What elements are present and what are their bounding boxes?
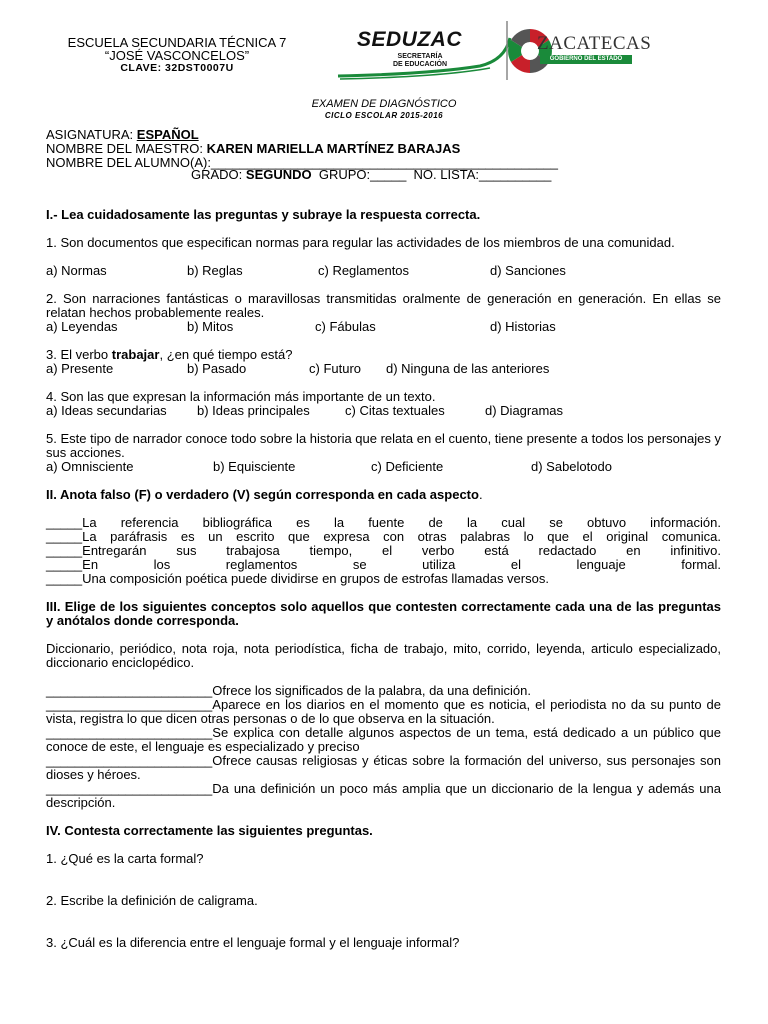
section-2-heading-period: . bbox=[478, 487, 483, 502]
school-name: ESCUELA SECUNDARIA TÉCNICA 7 bbox=[67, 35, 287, 50]
true-false-item: _____En los reglamentos se utiliza el lenguaje formal. bbox=[46, 557, 721, 572]
matching-item: _______________________Aparece en los diarios en el momento que es noticia, el periodista no da su punto de vista, registra lo que dicen otras personas o de lo que observa en la situación. bbox=[46, 697, 721, 726]
exam-cycle: CICLO ESCOLAR 2015-2016 bbox=[324, 111, 444, 120]
exam-title-block bbox=[0, 98, 768, 122]
option-c: c) Citas textuales bbox=[345, 403, 445, 418]
option-c: c) Deficiente bbox=[371, 459, 444, 474]
section-1-heading: I.- Lea cuidadosamente las preguntas y subraye la respuesta correcta. bbox=[46, 207, 481, 222]
zacatecas-wordmark: ZACATECAS bbox=[537, 33, 652, 54]
option-d: d) Historias bbox=[490, 319, 556, 334]
option-b: b) Reglas bbox=[187, 263, 243, 278]
option-a: a) Omnisciente bbox=[46, 459, 134, 474]
zacatecas-subtitle: GOBIERNO DEL ESTADO bbox=[549, 56, 623, 62]
option-c: c) Futuro bbox=[309, 361, 362, 376]
option-b: b) Pasado bbox=[187, 361, 247, 376]
seduzac-swoosh bbox=[338, 38, 510, 76]
true-false-item: _____La referencia bibliográfica es la fuente de la cual se obtuvo información. bbox=[46, 515, 721, 530]
concept-list: Diccionario, periódico, nota roja, nota periodística, ficha de trabajo, mito, corrido, leyenda, articulo especializado, diccionario enciclopédico. bbox=[46, 641, 721, 670]
teacher-label: NOMBRE DEL MAESTRO: bbox=[46, 141, 207, 156]
section-4-heading: IV. Contesta correctamente las siguientes preguntas. bbox=[46, 823, 373, 838]
question-3 bbox=[46, 348, 721, 362]
question-5: 5. Este tipo de narrador conoce todo sobre la historia que relata en el cuento, tiene presente a todos los personajes y sus acciones. bbox=[46, 431, 721, 460]
question-4-options bbox=[46, 404, 721, 418]
option-b: b) Mitos bbox=[187, 319, 234, 334]
question-3-text: 3. El verbo bbox=[46, 347, 112, 362]
option-b: b) Equisciente bbox=[213, 459, 296, 474]
question-5-options bbox=[46, 460, 721, 474]
school-key: CLAVE: 32DST0007U bbox=[120, 62, 234, 74]
question-2: 2. Son narraciones fantásticas o maravillosas transmitidas oralmente de generación en generación. En ellas se relatan hechos probablemente reales. bbox=[46, 291, 721, 320]
subject-label: ASIGNATURA: bbox=[46, 127, 137, 142]
group-list-fields: GRUPO:_____ NO. LISTA:__________ bbox=[311, 167, 552, 182]
option-b: b) Ideas principales bbox=[197, 403, 310, 418]
section-3-heading: III. Elige de los siguientes conceptos solo aquellos que contesten correctamente cada una de las preguntas y anótalos donde corresponda. bbox=[46, 599, 721, 628]
matching-item: _______________________Ofrece causas religiosas y éticas sobre la formación del universo, sus personajes son dioses y héroes. bbox=[46, 753, 721, 782]
section-2-heading-text: II. Anota falso (F) o verdadero (V) según corresponda en cada aspecto bbox=[46, 487, 479, 502]
subject-value: ESPAÑOL bbox=[136, 127, 199, 142]
grade-group-line bbox=[191, 168, 551, 182]
option-a: a) Normas bbox=[46, 263, 107, 278]
school-name-block bbox=[46, 36, 308, 75]
exam-title: EXAMEN DE DIAGNÓSTICO bbox=[311, 98, 457, 110]
teacher-line bbox=[46, 142, 460, 156]
school-patron: “JOSÉ VASCONCELOS” bbox=[104, 48, 250, 63]
question-1-options bbox=[46, 264, 721, 278]
question-3-options bbox=[46, 362, 721, 376]
option-d: d) Ninguna de las anteriores bbox=[386, 361, 550, 376]
question-1: 1. Son documentos que especifican normas para regular las actividades de los miembros de una comunidad. bbox=[46, 235, 675, 250]
question-2-options bbox=[46, 320, 721, 334]
matching-item: _______________________Se explica con detalle algunos aspectos de un tema, está dedicado a un público que conoce de este, el lenguaje es especializado y preciso bbox=[46, 725, 721, 754]
teacher-value: KAREN MARIELLA MARTÍNEZ BARAJAS bbox=[206, 141, 461, 156]
open-question-1: 1. ¿Qué es la carta formal? bbox=[46, 851, 204, 866]
zacatecas-band bbox=[540, 55, 632, 64]
question-3-verb: trabajar bbox=[111, 347, 160, 362]
open-question-2: 2. Escribe la definición de caligrama. bbox=[46, 893, 258, 908]
option-a: a) Leyendas bbox=[46, 319, 118, 334]
option-a: a) Presente bbox=[46, 361, 114, 376]
seduzac-wordmark: SEDUZAC bbox=[357, 28, 463, 51]
open-question-3: 3. ¿Cuál es la diferencia entre el lenguaje formal y el lenguaje informal? bbox=[46, 935, 460, 950]
seduzac-sub-line2: DE EDUCACIÓN bbox=[393, 61, 448, 68]
option-c: c) Reglamentos bbox=[318, 263, 410, 278]
student-name-line: NOMBRE DEL ALUMNO(A):________________________________________________ bbox=[46, 155, 558, 170]
true-false-item: _____Entregarán sus trabajosa tiempo, el verbo está redactado en infinitivo. bbox=[46, 543, 721, 558]
option-d: d) Sabelotodo bbox=[531, 459, 612, 474]
true-false-item: _____La paráfrasis es un escrito que expresa con otras palabras lo que el original comunica. bbox=[46, 529, 721, 544]
question-4: 4. Son las que expresan la información más importante de un texto. bbox=[46, 389, 436, 404]
matching-item: _______________________Ofrece los significados de la palabra, da una definición. bbox=[46, 683, 531, 698]
true-false-item: _____Una composición poética puede dividirse en grupos de estrofas llamadas versos. bbox=[46, 571, 549, 586]
option-d: d) Sanciones bbox=[490, 263, 566, 278]
grade-value: SEGUNDO bbox=[245, 167, 312, 182]
section-2-heading bbox=[46, 488, 721, 502]
seduzac-sub-line1: SECRETARÍA bbox=[397, 53, 443, 60]
question-3-text-end: , ¿en qué tiempo está? bbox=[159, 347, 293, 362]
subject-line bbox=[46, 128, 199, 142]
grade-label: GRADO: bbox=[191, 167, 246, 182]
matching-item: _______________________Da una definición un poco más amplia que un diccionario de la lengua y además una descripción. bbox=[46, 781, 721, 810]
option-a: a) Ideas secundarias bbox=[46, 403, 167, 418]
option-d: d) Diagramas bbox=[485, 403, 564, 418]
option-c: c) Fábulas bbox=[315, 319, 376, 334]
